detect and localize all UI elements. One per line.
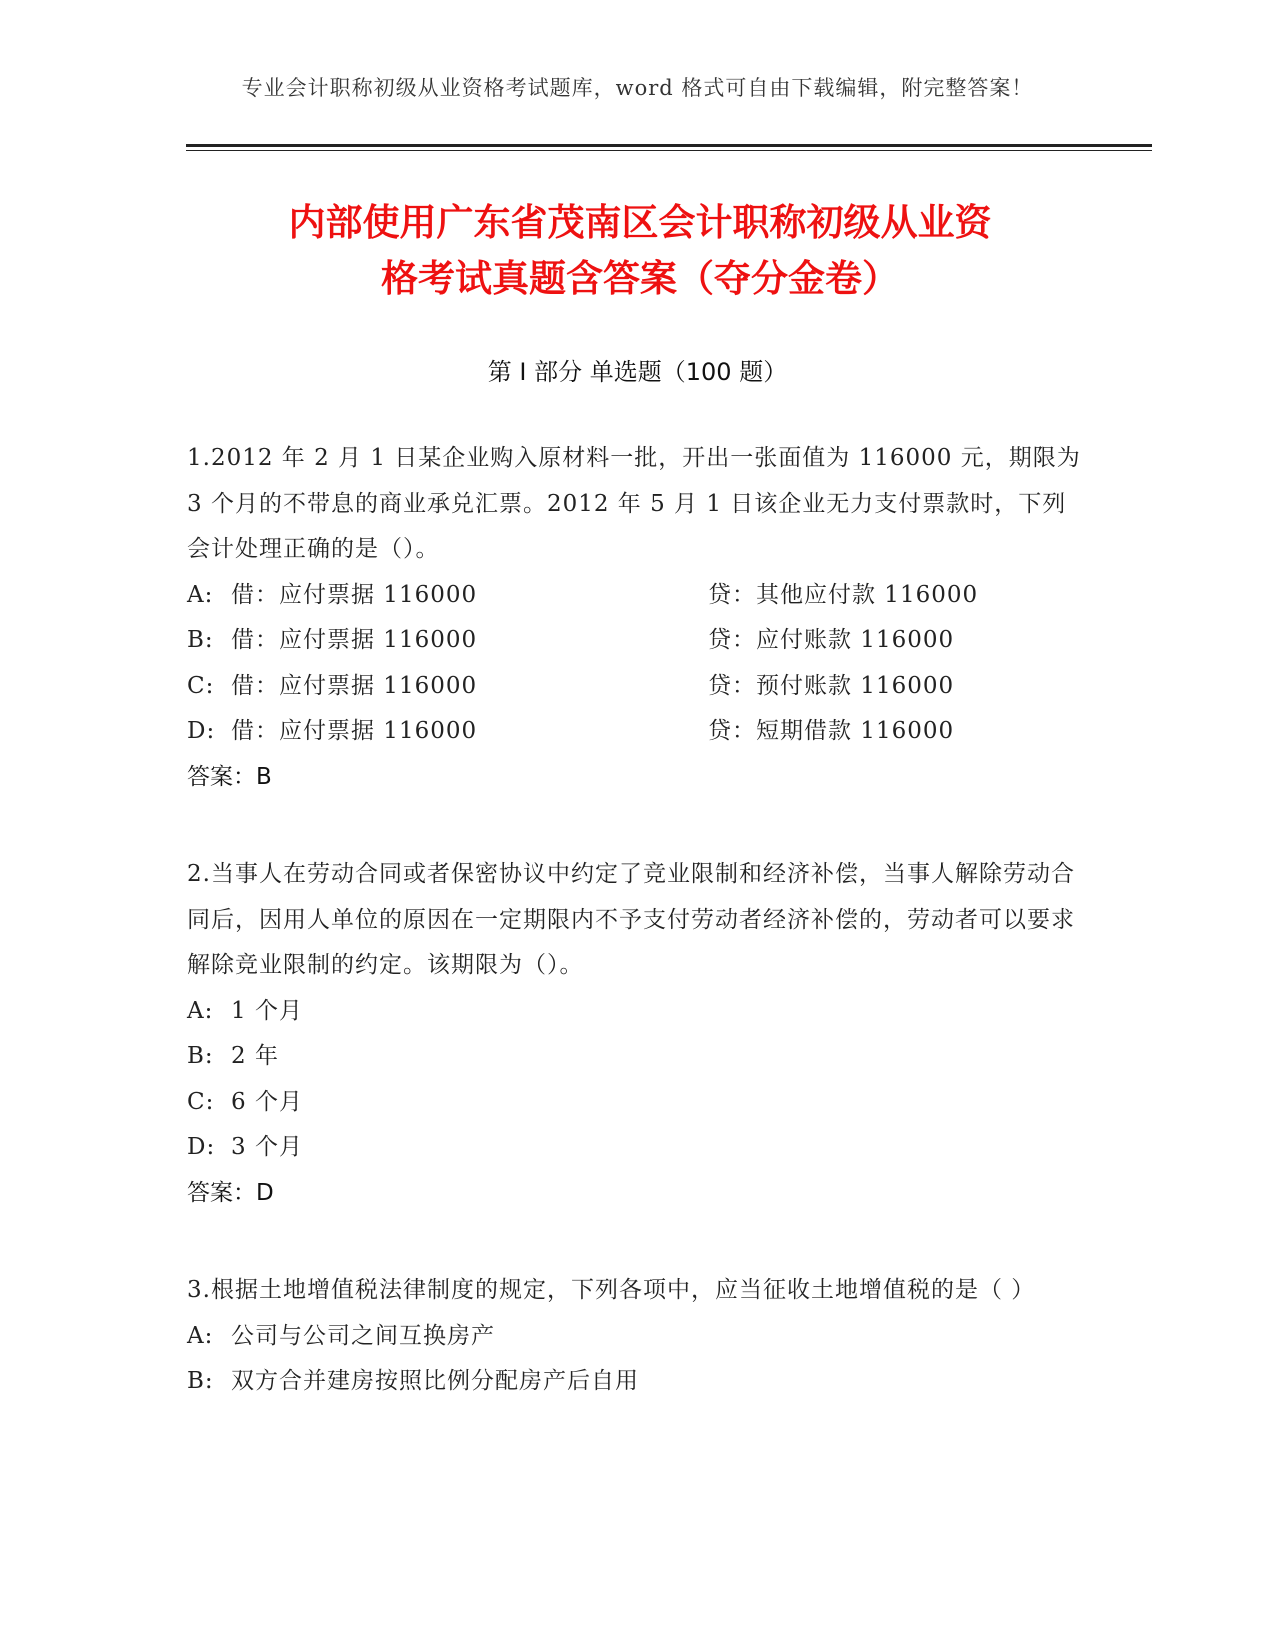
option-text: 1 个月 <box>231 997 303 1024</box>
option-letter: A: <box>187 1322 214 1349</box>
option-text: 2 年 <box>231 1043 279 1069</box>
question-3-option-b <box>187 1359 1087 1405</box>
option-debit-entry: 借：应付票据 116000 <box>231 627 478 653</box>
option-credit-entry: 贷：其他应付款 116000 <box>708 581 979 608</box>
document-title <box>190 195 1090 307</box>
question-2-option-c <box>187 1080 1087 1126</box>
question-3-option-a <box>187 1314 1087 1360</box>
question-3-text: 3.根据土地增值税法律制度的规定，下列各项中，应当征收土地增值税的是（ ） <box>187 1277 1036 1303</box>
question-2 <box>187 852 1087 1216</box>
header-note: 专业会计职称初级从业资格考试题库，word 格式可自由下载编辑，附完整答案！ <box>241 76 1034 100</box>
question-2-option-d <box>187 1125 1087 1171</box>
option-letter: A: <box>187 581 214 608</box>
question-3 <box>187 1268 1087 1405</box>
option-credit-entry: 贷：短期借款 116000 <box>708 718 955 744</box>
option-credit-entry: 贷：预付账款 116000 <box>708 672 955 699</box>
question-1 <box>187 436 1087 800</box>
option-text: 公司与公司之间互换房产 <box>231 1322 495 1349</box>
option-text: 3 个月 <box>231 1134 303 1160</box>
header-rule-thick <box>186 144 1152 147</box>
option-credit-entry: 贷：应付账款 116000 <box>708 627 955 653</box>
option-text: 双方合并建房按照比例分配房产后自用 <box>231 1368 639 1394</box>
option-letter: B: <box>187 627 214 653</box>
option-text: 6 个月 <box>231 1088 303 1115</box>
question-2-option-b <box>187 1034 1087 1080</box>
header-rule-thin <box>186 150 1152 151</box>
option-letter: B: <box>187 1043 214 1069</box>
question-1-option-b <box>187 618 1087 664</box>
section-title: 第 I 部分 单选题（100 题） <box>487 358 788 386</box>
option-letter: D: <box>187 1134 216 1160</box>
option-letter: C: <box>187 672 215 699</box>
question-1-option-c <box>187 664 1087 710</box>
question-2-text: 2.当事人在劳动合同或者保密协议中约定了竞业限制和经济补偿，当事人解除劳动合同后，因用人单位的原因在一定期限内不予支付劳动者经济补偿的，劳动者可以要求解除竞业限制的约定。该期限为（）。 <box>187 861 1075 978</box>
option-letter: B: <box>187 1368 214 1394</box>
document-title-line-1: 内部使用广东省茂南区会计职称初级从业资 <box>288 201 992 244</box>
option-letter: C: <box>187 1088 215 1115</box>
option-letter: A: <box>187 997 214 1024</box>
document-title-line-2: 格考试真题含答案（夺分金卷） <box>381 257 899 300</box>
option-debit-entry: 借：应付票据 116000 <box>231 672 478 699</box>
question-list <box>187 436 1087 1457</box>
question-2-option-a <box>187 989 1087 1035</box>
option-letter: D: <box>187 718 216 744</box>
question-1-option-a <box>187 573 1087 619</box>
question-1-answer: 答案：B <box>187 763 272 790</box>
option-debit-entry: 借：应付票据 116000 <box>231 581 478 608</box>
question-1-option-d <box>187 709 1087 755</box>
question-1-text: 1.2012 年 2 月 1 日某企业购入原材料一批，开出一张面值为 116000 元，期限为 3 个月的不带息的商业承兑汇票。2012 年 5 月 1 日该企业无力支付票款时，下列会计处理正确的是（）。 <box>187 445 1081 562</box>
question-2-answer: 答案：D <box>187 1179 274 1206</box>
option-debit-entry: 借：应付票据 116000 <box>231 718 478 744</box>
